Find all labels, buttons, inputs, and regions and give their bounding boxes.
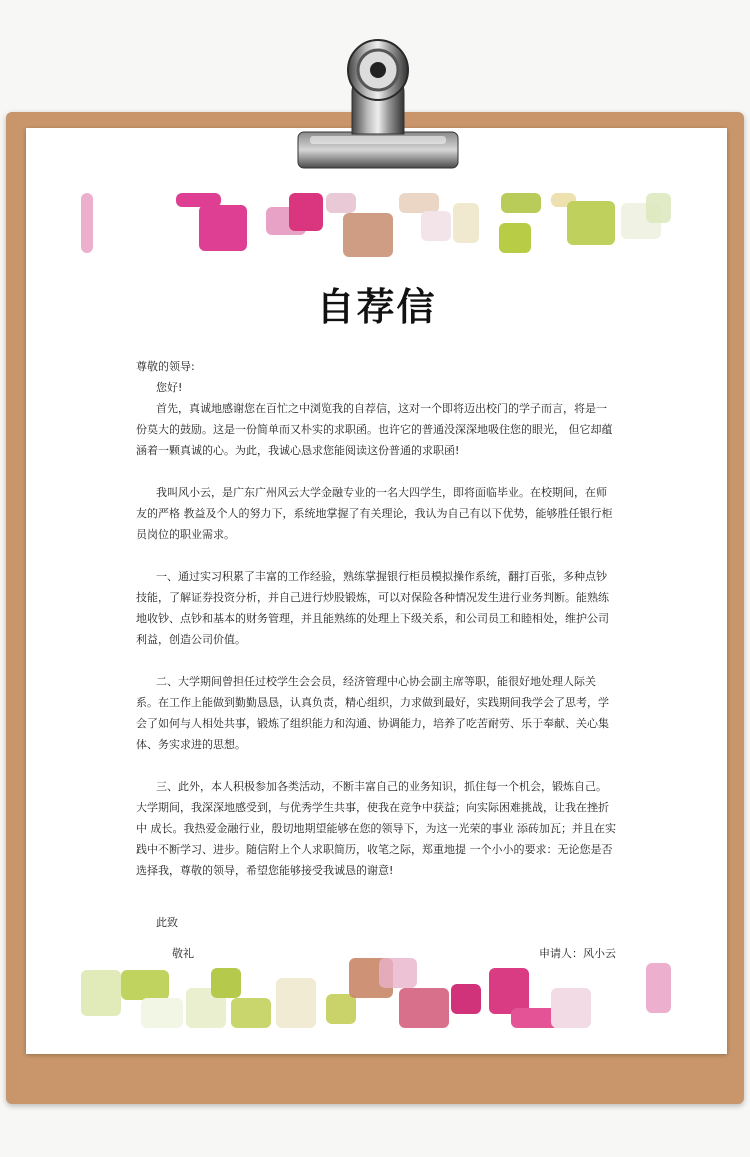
paragraph-intro: 首先，真诚地感谢您在百忙之中浏览我的自荐信，这对一个即将迈出校门的学子而言，将是一份莫大的鼓励。这是一份简单而又朴实的求职函。也许它的普通没深深地吸住您的眼光， 但它却蕴涵着一颗真诚的心。为此，我诚心恳求您能阅读这份普通的求职函! <box>136 402 613 457</box>
signoff: 此致 <box>156 916 178 929</box>
paragraph-self-intro: 我叫风小云，是广东广州风云大学金融专业的一名大四学生，即将面临毕业。在校期间，在师友的严格 教益及个人的努力下，系统地掌握了有关理论，我认为自己有以下优势，能够胜任银行柜员岗位的职业需求。 <box>136 486 613 541</box>
salutation: 尊敬的领导: <box>136 360 195 373</box>
applicant-signature: 申请人：风小云 <box>539 947 616 960</box>
letter-body <box>136 356 616 964</box>
regards: 敬礼 <box>172 947 194 960</box>
letter-paper <box>26 128 727 1054</box>
binder-clip-icon <box>290 22 465 172</box>
paragraph-point-two: 二、大学期间曾担任过校学生会会员，经济管理中心协会副主席等职，能很好地处理人际关系。在工作上能做到勤勤恳恳，认真负责，精心组织，力求做到最好，实践期间我学会了思考，学会了如何与人相处共事，锻炼了组织能力和沟通、协调能力，培养了吃苦耐劳、乐于奉献、关心集体、务实求进的思想。 <box>136 675 609 751</box>
paragraph-point-one: 一、通过实习积累了丰富的工作经验，熟练掌握银行柜员模拟操作系统，翻打百张，多种点钞技能，了解证券投资分析，并自己进行炒股锻炼，可以对保险各种情况发生进行业务判断。能熟练地收钞、点钞和基本的财务管理，并且能熟练的处理上下级关系，和公司员工和睦相处，维护公司利益，创造公司价值。 <box>136 570 609 646</box>
top-decoration <box>81 193 671 263</box>
letter-title: 自荐信 <box>316 285 437 329</box>
paragraph-point-three: 三、此外，本人积极参加各类活动，不断丰富自己的业务知识，抓住每一个机会，锻炼自己。大学期间，我深深地感受到，与优秀学生共事，使我在竞争中获益；向实际困难挑战，让我在挫折中 成长。我热爱金融行业，殷切地期望能够在您的领导下，为这一光荣的事业 添砖加瓦；并且在实践中不断学习、进步。随信附上个人求职简历，收笔之际，郑重地提 一个小小的要求：无论您是否选择我，尊敬的领导，希望您能够接受我诚恳的谢意! <box>136 780 616 877</box>
greeting: 您好! <box>156 381 183 394</box>
bottom-decoration <box>81 958 671 1028</box>
